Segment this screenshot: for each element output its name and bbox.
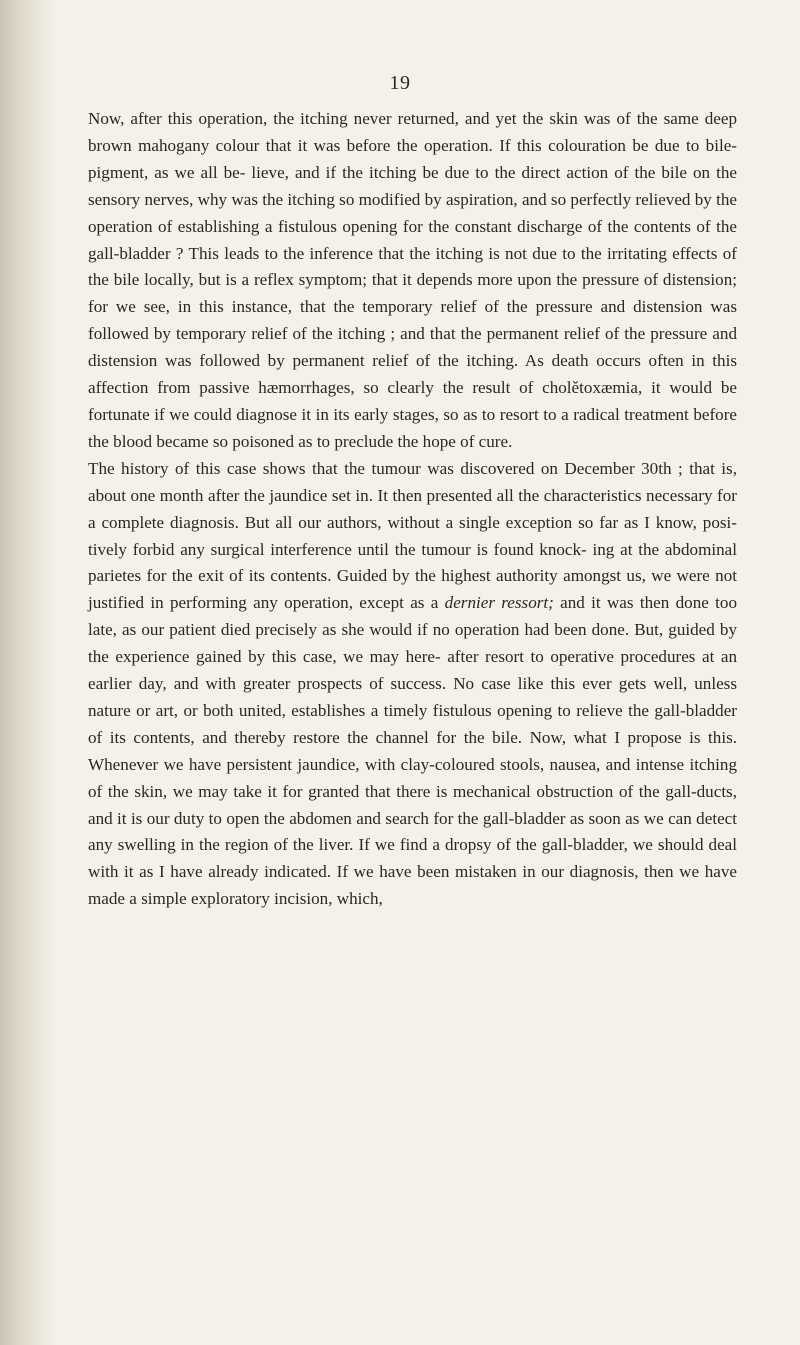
paragraph-2-part-1: The history of this case shows that the tumour was discovered on December 30th ; that is, about one month after the jaundice set in. It then presented all the characteristics necessary for a complete diagnosis. But all our authors, without a single exception so far as I know, posi- tively forbid any surgical interference until the tumour is found knock- ing at the abdominal parietes for the exit of its contents. Guided by the highest authority amongst us, we were not justified in performing any operation, except as a	[88, 458, 737, 613]
paragraph-2-part-2: and it was then done too late, as our patient died precisely as she would if no operation had been done. But, guided by the experience gained by this case, we may here- after resort to operative procedures at an earlier day, and with greater prospects of success. No case like this ever gets well, unless nature or art, or both united, establishes a timely fistulous opening to relieve the gall-bladder of its contents, and thereby restore the channel for the bile. Now, what I propose is this. Whenever we have persistent jaundice, with clay-coloured stools, nausea, and intense itching of the skin, we may take it for granted that there is mechanical obstruction of the gall-ducts, and it is our duty to open the abdomen and search for the gall-bladder as soon as we can detect any swelling in the region of the liver. If we find a dropsy of the gall-bladder, we should deal with it as I have already indicated. If we have been mistaken in our diagnosis, then we have made a simple exploratory incision, which,	[88, 593, 737, 909]
paragraph-1: Now, after this operation, the itching never returned, and yet the skin was of the same deep brown mahogany colour that it was before the operation. If this colouration be due to bile-pigment, as we all be- lieve, and if the itching be due to the direct action of the bile on the sensory nerves, why was the itching so modified by aspiration, and so perfectly relieved by the operation of establishing a fistulous opening for the constant discharge of the contents of the gall-bladder ? This leads to the inference that the itching is not due to the irritating effects of the bile locally, but is a reflex symptom; that it depends more upon the pressure of distension; for we see, in this instance, that the temporary relief of the pressure and distension was followed by temporary relief of the itching ; and that the permanent relief of the pressure and distension was followed by permanent relief of the itching. As death occurs often in this affection from passive hæmorrhages, so clearly the result of cholětoxæmia, it would be fortunate if we could diagnose it in its early stages, so as to resort to a radical treatment before the blood became so poisoned as to preclude the hope of cure.	[88, 109, 737, 451]
page-gutter-shadow	[0, 0, 56, 1345]
page-number: 19	[389, 72, 411, 94]
paragraph-2	[88, 456, 737, 913]
italic-phrase: dernier ressort;	[444, 593, 554, 613]
body-text	[88, 106, 737, 913]
